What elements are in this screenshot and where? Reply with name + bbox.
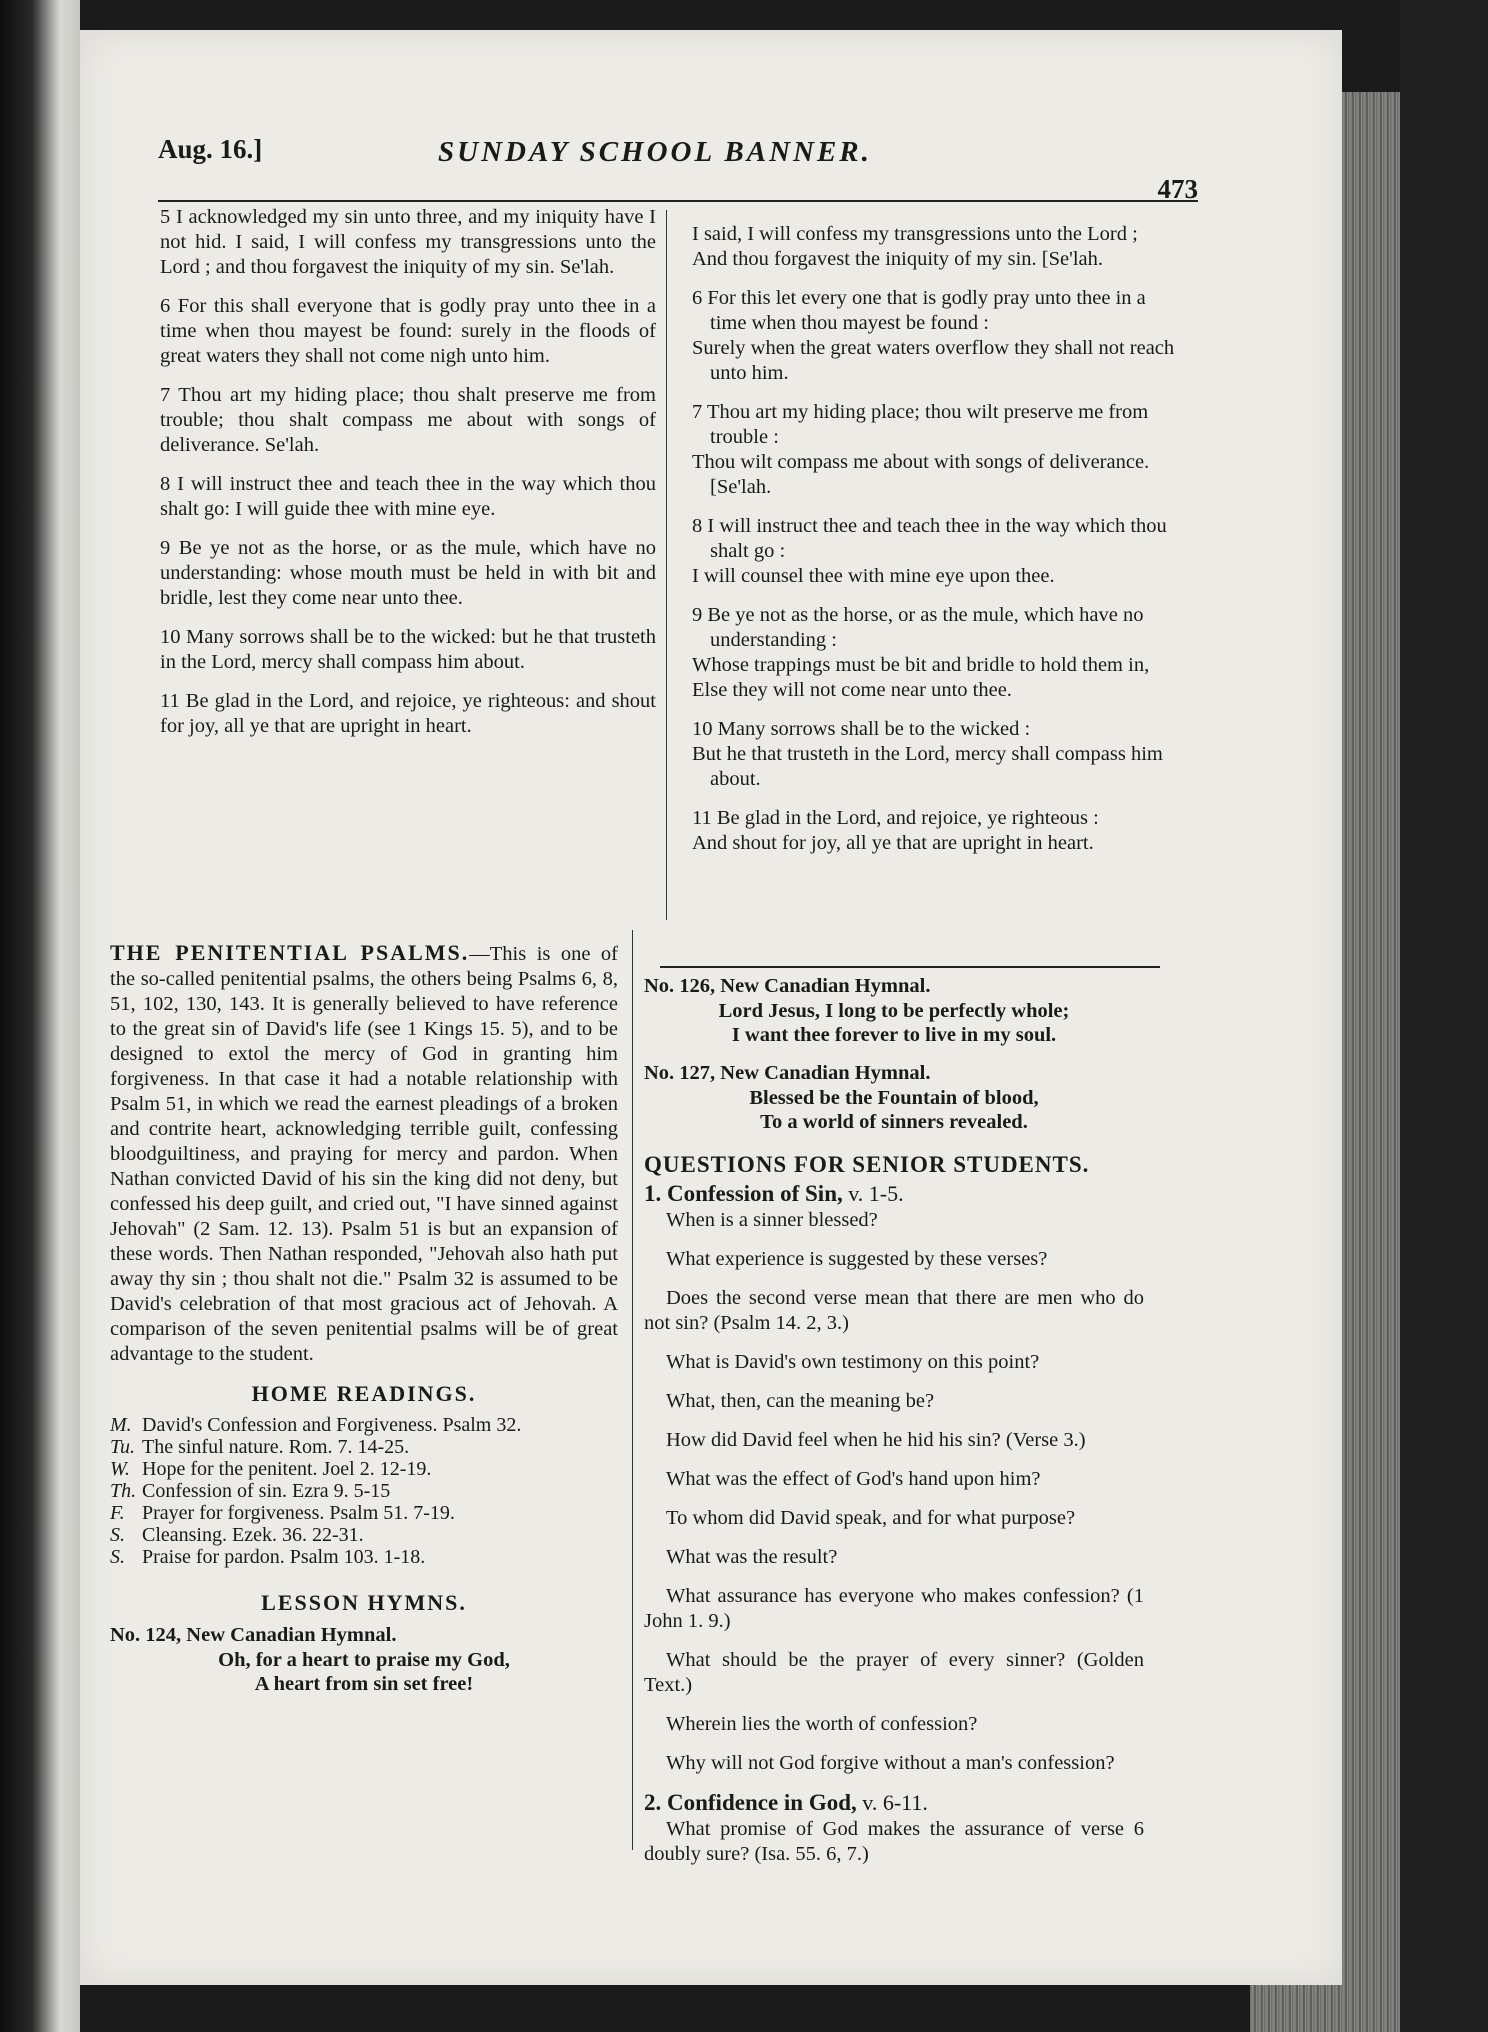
reading-text: Cleansing. Ezek. 36. 22-31.	[142, 1524, 364, 1546]
left-verse-5: 5 I acknowledged my sin unto three, and my iniquity have I not hid. I said, I will confess my transgressions unto the Lord ; and thou forgavest the iniquity of my sin. Se'lah.	[160, 206, 656, 278]
question-section-1	[644, 1181, 1144, 1206]
left-verse-11: 11 Be glad in the Lord, and rejoice, ye righteous: and shout for joy, all ye that are upright in heart.	[160, 690, 656, 737]
column-divider-top	[666, 210, 667, 920]
right-verse-7	[682, 400, 1182, 500]
hymn-title: No. 126, New Canadian Hymnal.	[644, 975, 931, 997]
left-verse-6: 6 For this shall everyone that is godly pray unto thee in a time when thou mayest be found: surely in the floods of great waters they shall not come nigh unto him.	[160, 295, 656, 367]
reading-text: Hope for the penitent. Joel 2. 12-19.	[142, 1458, 432, 1480]
reading-item	[110, 1414, 618, 1436]
hymn-title: No. 124, New Canadian Hymnal.	[110, 1624, 397, 1646]
reading-day: M.	[110, 1414, 132, 1436]
hymn-line: Oh, for a heart to praise my God,	[218, 1649, 510, 1671]
left-verse-7: 7 Thou art my hiding place; thou shalt preserve me from trouble; thou shalt compass me about with songs of deliverance. Se'lah.	[160, 384, 656, 456]
header-title: SUNDAY SCHOOL BANNER.	[438, 136, 872, 168]
left-verse-column	[160, 205, 656, 753]
hymn-line: Lord Jesus, I long to be perfectly whole;	[718, 1000, 1070, 1022]
penitential-heading: THE PENITENTIAL PSALMS.	[110, 940, 470, 965]
question: Why will not God forgive without a man's confession?	[666, 1752, 1115, 1774]
verse-line: 11 Be glad in the Lord, and rejoice, ye righteous :	[692, 807, 1099, 829]
question: Wherein lies the worth of confession?	[666, 1713, 978, 1735]
column-divider-bottom	[632, 930, 633, 1850]
left-verse-9: 9 Be ye not as the horse, or as the mule, which have no understanding: whose mouth must be held in with bit and bridle, lest they come near unto thee.	[160, 537, 656, 609]
penitential-paragraph	[110, 940, 618, 1367]
question-section-2	[644, 1790, 1144, 1815]
verse-line: 8 I will instruct thee and teach thee in the way which thou shalt go :	[692, 515, 1167, 562]
reading-day: S.	[110, 1524, 125, 1546]
hymn-line: I want thee forever to live in my soul.	[731, 1024, 1057, 1046]
right-verse-8	[682, 514, 1182, 589]
reading-text: David's Confession and Forgiveness. Psalm 32.	[142, 1414, 522, 1436]
question: What experience is suggested by these verses?	[666, 1248, 1048, 1270]
header-rule	[158, 200, 1198, 202]
right-verse-11	[682, 806, 1182, 856]
page-number: 473	[1157, 174, 1198, 204]
verse-line: 7 Thou art my hiding place; thou wilt preserve me from trouble :	[692, 401, 1149, 448]
question: How did David feel when he hid his sin? (Verse 3.)	[666, 1429, 1086, 1451]
reading-day: S.	[110, 1546, 125, 1568]
section-ref: v. 6-11.	[862, 1790, 928, 1815]
lesson-hymns-heading: LESSON HYMNS.	[261, 1590, 467, 1615]
verse-line: 9 Be ye not as the horse, or as the mule, which have no understanding :	[692, 604, 1144, 651]
verse-line: Surely when the great waters overflow they shall not reach unto him.	[692, 337, 1175, 384]
question: What assurance has everyone who makes confession? (1 John 1. 9.)	[644, 1585, 1144, 1632]
right-verse-10	[682, 717, 1182, 792]
verse-line: But he that trusteth in the Lord, mercy shall compass him about.	[692, 743, 1163, 790]
reading-day: W.	[110, 1458, 130, 1480]
questions-heading: QUESTIONS FOR SENIOR STUDENTS.	[644, 1152, 1090, 1177]
question: What was the effect of God's hand upon him?	[666, 1468, 1041, 1490]
reading-item	[110, 1546, 618, 1568]
reading-item	[110, 1524, 618, 1546]
reading-text: Confession of sin. Ezra 9. 5-15	[142, 1480, 391, 1502]
right-verse-column	[682, 222, 1182, 870]
scan-border	[1400, 0, 1488, 2032]
left-verse-8: 8 I will instruct thee and teach thee in the way which thou shalt go: I will guide thee with mine eye.	[160, 473, 656, 520]
question: Does the second verse mean that there are men who do not sin? (Psalm 14. 2, 3.)	[644, 1287, 1144, 1334]
reading-text: Prayer for forgiveness. Psalm 51. 7-19.	[142, 1502, 455, 1524]
left-verse-10: 10 Many sorrows shall be to the wicked: but he that trusteth in the Lord, mercy shall compass him about.	[160, 626, 656, 673]
question: What should be the prayer of every sinner? (Golden Text.)	[644, 1649, 1144, 1696]
question: What promise of God makes the assurance of verse 6 doubly sure? (Isa. 55. 6, 7.)	[644, 1818, 1144, 1865]
book-spine	[0, 0, 80, 2032]
running-header	[158, 134, 1198, 204]
verse-line: 10 Many sorrows shall be to the wicked :	[692, 718, 1031, 740]
right-verse-9	[682, 603, 1182, 703]
home-readings-heading: HOME READINGS.	[251, 1381, 477, 1406]
verse-line: Thou wilt compass me about with songs of deliverance. [Se'lah.	[692, 451, 1150, 498]
verse-line: Else they will not come near unto thee.	[692, 679, 1012, 701]
verse-line: Whose trappings must be bit and bridle to hold them in,	[692, 654, 1150, 676]
reading-item	[110, 1480, 618, 1502]
hymn-title: No. 127, New Canadian Hymnal.	[644, 1062, 931, 1084]
verse-line: And thou forgavest the iniquity of my sin. [Se'lah.	[692, 248, 1103, 270]
reading-day: Tu.	[110, 1436, 136, 1458]
question: To whom did David speak, and for what purpose?	[666, 1507, 1076, 1529]
header-date: Aug. 16.]	[158, 134, 263, 164]
hymn-line: Blessed be the Fountain of blood,	[749, 1087, 1039, 1109]
section-ref: v. 1-5.	[848, 1181, 904, 1206]
reading-day: F.	[110, 1502, 125, 1524]
reading-item	[110, 1436, 618, 1458]
question: When is a sinner blessed?	[666, 1209, 878, 1231]
section-label: 2. Confidence in God,	[644, 1790, 857, 1815]
question: What is David's own testimony on this point?	[666, 1351, 1040, 1373]
hymn-line: A heart from sin set free!	[254, 1673, 474, 1695]
reading-text: Praise for pardon. Psalm 103. 1-18.	[142, 1546, 426, 1568]
right-verse-5	[682, 222, 1182, 272]
reading-day: Th.	[110, 1480, 137, 1502]
hymn-line: To a world of sinners revealed.	[760, 1111, 1028, 1133]
reading-item	[110, 1458, 618, 1480]
penitential-body: —This is one of the so-called penitential psalms, the others being Psalms 6, 8, 51, 102, 130, 143. It is generally believed to have reference to the great sin of David's life (see 1 Kings 15. 5), and to be designed to extol the mercy of God in granting him forgiveness. In that case it had a notable relationship with Psalm 51, in which we read the earnest pleadings of a broken and contrite heart, acknowledging terrible guilt, confessing bloodguiltiness, and praying for mercy and pardon. When Nathan convicted David of his sin the king did not deny, but confessed his deep guilt, and cried out, "I have sinned against Jehovah" (2 Sam. 12. 13). Psalm 51 is but an expansion of these words. Then Nathan responded, "Jehovah also hath put away thy sin ; thou shalt not die." Psalm 32 is assumed to be David's celebration of that most gracious act of Jehovah. A comparison of the seven penitential psalms will be of great advantage to the student.	[110, 943, 619, 1365]
lower-left-column	[110, 940, 618, 1696]
verse-line: I said, I will confess my transgressions unto the Lord ;	[692, 223, 1138, 245]
question: What was the result?	[666, 1546, 838, 1568]
section-label: 1. Confession of Sin,	[644, 1181, 843, 1206]
reading-text: The sinful nature. Rom. 7. 14-25.	[142, 1436, 410, 1458]
verse-line: I will counsel thee with mine eye upon thee.	[692, 565, 1055, 587]
reading-item	[110, 1502, 618, 1524]
verse-line: And shout for joy, all ye that are upright in heart.	[692, 832, 1094, 854]
lower-right-column	[644, 968, 1144, 1881]
verse-line: 6 For this let every one that is godly pray unto thee in a time when thou mayest be found :	[692, 287, 1146, 334]
question: What, then, can the meaning be?	[666, 1390, 935, 1412]
right-verse-6	[682, 286, 1182, 386]
